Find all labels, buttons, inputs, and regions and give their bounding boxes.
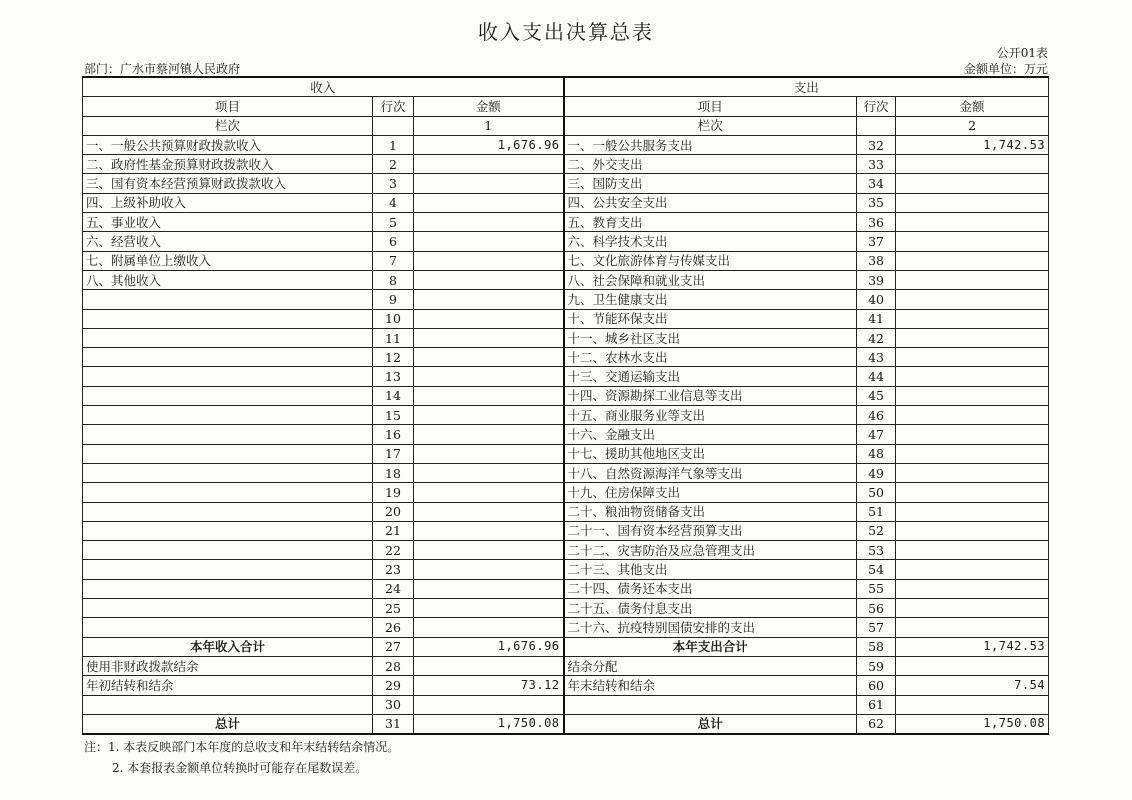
expense-item-cell: 十一、城乡社区支出 bbox=[564, 328, 857, 347]
income-expense-table bbox=[82, 76, 1049, 735]
income-row-no-cell: 19 bbox=[373, 483, 414, 502]
table-row bbox=[83, 425, 1049, 444]
table-row bbox=[83, 483, 1049, 502]
income-item-cell bbox=[83, 483, 373, 502]
expense-item-cell: 结余分配 bbox=[564, 656, 857, 675]
expense-item-cell: 十七、援助其他地区支出 bbox=[564, 444, 857, 463]
income-row-no-cell: 21 bbox=[373, 521, 414, 540]
expense-amount-cell bbox=[896, 328, 1049, 347]
income-row-no-cell: 30 bbox=[373, 695, 414, 714]
expense-item-cell: 二十二、灾害防治及应急管理支出 bbox=[564, 541, 857, 560]
summary-row bbox=[83, 695, 1049, 714]
income-column-blank bbox=[373, 116, 414, 135]
income-row-no-cell: 17 bbox=[373, 444, 414, 463]
expense-row-no-cell: 35 bbox=[857, 193, 896, 212]
expense-amount-cell bbox=[896, 251, 1049, 270]
table-row bbox=[83, 502, 1049, 521]
expense-row-no-cell: 49 bbox=[857, 463, 896, 482]
expense-row-no-cell: 53 bbox=[857, 541, 896, 560]
expense-item-cell: 二、外交支出 bbox=[564, 155, 857, 174]
income-item-cell bbox=[83, 386, 373, 405]
expense-amount-cell bbox=[896, 444, 1049, 463]
expense-amount-cell: 1,742.53 bbox=[896, 135, 1049, 154]
expense-item-cell: 一、一般公共服务支出 bbox=[564, 135, 857, 154]
expense-amount-cell bbox=[896, 193, 1049, 212]
expense-row-no-cell: 54 bbox=[857, 560, 896, 579]
expense-amount-cell bbox=[896, 309, 1049, 328]
expense-item-cell: 三、国防支出 bbox=[564, 174, 857, 193]
income-row-no-cell: 11 bbox=[373, 328, 414, 347]
expense-item-cell: 二十六、抗疫特别国债安排的支出 bbox=[564, 618, 857, 637]
table-row bbox=[83, 463, 1049, 482]
income-column-number: 1 bbox=[414, 116, 564, 135]
expense-amount-cell bbox=[896, 213, 1049, 232]
income-item-cell bbox=[83, 502, 373, 521]
amount-unit-label: 金额单位：万元 bbox=[963, 62, 1048, 76]
expense-row-no-cell: 37 bbox=[857, 232, 896, 251]
income-item-cell: 二、政府性基金预算财政拨款收入 bbox=[83, 155, 373, 174]
table-row bbox=[83, 328, 1049, 347]
income-row-no-cell: 4 bbox=[373, 193, 414, 212]
table-row bbox=[83, 560, 1049, 579]
expense-amount-cell bbox=[896, 599, 1049, 618]
expense-amount-cell bbox=[896, 521, 1049, 540]
table-row bbox=[83, 213, 1049, 232]
income-row-no-cell: 5 bbox=[373, 213, 414, 232]
expense-amount-cell bbox=[896, 348, 1049, 367]
income-item-cell: 年初结转和结余 bbox=[83, 676, 373, 695]
income-item-cell bbox=[83, 695, 373, 714]
income-row-no-cell: 6 bbox=[373, 232, 414, 251]
income-amount-cell bbox=[414, 502, 564, 521]
page-title: 收入支出决算总表 bbox=[478, 20, 654, 44]
expense-amount-cell bbox=[896, 174, 1049, 193]
table-row bbox=[83, 367, 1049, 386]
expense-column-label: 栏次 bbox=[564, 116, 857, 135]
income-item-cell bbox=[83, 560, 373, 579]
expense-row-no-cell: 41 bbox=[857, 309, 896, 328]
expense-amount-cell: 1,750.08 bbox=[896, 714, 1049, 734]
income-item-cell bbox=[83, 521, 373, 540]
table-row bbox=[83, 386, 1049, 405]
income-row-no-cell: 14 bbox=[373, 386, 414, 405]
income-amount-cell bbox=[414, 599, 564, 618]
income-item-cell bbox=[83, 348, 373, 367]
expense-row-no-cell: 52 bbox=[857, 521, 896, 540]
expense-item-header: 项目 bbox=[564, 97, 857, 116]
income-item-cell bbox=[83, 328, 373, 347]
expense-amount-cell bbox=[896, 483, 1049, 502]
expense-row-no-cell: 45 bbox=[857, 386, 896, 405]
expense-item-cell: 四、公共安全支出 bbox=[564, 193, 857, 212]
income-amount-cell bbox=[414, 232, 564, 251]
expense-item-cell: 十九、住房保障支出 bbox=[564, 483, 857, 502]
expense-row-no-cell: 46 bbox=[857, 406, 896, 425]
income-row-no-cell: 8 bbox=[373, 270, 414, 289]
expense-item-cell: 十、节能环保支出 bbox=[564, 309, 857, 328]
table-row bbox=[83, 193, 1049, 212]
income-amount-cell bbox=[414, 425, 564, 444]
expense-item-cell: 十二、农林水支出 bbox=[564, 348, 857, 367]
income-item-cell bbox=[83, 290, 373, 309]
table-row bbox=[83, 579, 1049, 598]
expense-row-no-cell: 47 bbox=[857, 425, 896, 444]
income-amount-cell bbox=[414, 406, 564, 425]
expense-row-no-cell: 42 bbox=[857, 328, 896, 347]
income-row-no-cell: 27 bbox=[373, 637, 414, 656]
section-header-row bbox=[83, 77, 1049, 97]
income-row-no-cell: 23 bbox=[373, 560, 414, 579]
income-item-cell: 总计 bbox=[83, 714, 373, 734]
expense-row-no-cell: 38 bbox=[857, 251, 896, 270]
income-item-cell: 三、国有资本经营预算财政拨款收入 bbox=[83, 174, 373, 193]
income-item-cell bbox=[83, 541, 373, 560]
income-row-no-cell: 7 bbox=[373, 251, 414, 270]
table-row bbox=[83, 521, 1049, 540]
income-amount-cell bbox=[414, 174, 564, 193]
expense-amount-cell bbox=[896, 463, 1049, 482]
income-row-no-cell: 10 bbox=[373, 309, 414, 328]
income-item-cell bbox=[83, 425, 373, 444]
income-item-cell bbox=[83, 406, 373, 425]
expense-amount-cell bbox=[896, 425, 1049, 444]
expense-row-no-cell: 34 bbox=[857, 174, 896, 193]
expense-item-cell: 二十三、其他支出 bbox=[564, 560, 857, 579]
footnotes bbox=[84, 737, 399, 779]
income-row-no-cell: 28 bbox=[373, 656, 414, 675]
expense-amount-cell: 1,742.53 bbox=[896, 637, 1049, 656]
table-row bbox=[83, 232, 1049, 251]
income-amount-cell: 1,676.96 bbox=[414, 637, 564, 656]
income-row-no-cell: 31 bbox=[373, 714, 414, 734]
income-amount-cell bbox=[414, 656, 564, 675]
table-row bbox=[83, 174, 1049, 193]
income-row-no-cell: 22 bbox=[373, 541, 414, 560]
income-amount-cell bbox=[414, 155, 564, 174]
expense-row-no-cell: 32 bbox=[857, 135, 896, 154]
income-row-no-cell: 20 bbox=[373, 502, 414, 521]
income-row-no-cell: 13 bbox=[373, 367, 414, 386]
expense-amount-cell bbox=[896, 502, 1049, 521]
expense-item-cell: 二十四、债务还本支出 bbox=[564, 579, 857, 598]
income-amount-cell bbox=[414, 193, 564, 212]
income-item-cell: 四、上级补助收入 bbox=[83, 193, 373, 212]
expense-amount-cell bbox=[896, 695, 1049, 714]
expense-row-no-cell: 58 bbox=[857, 637, 896, 656]
expense-item-cell: 十八、自然资源海洋气象等支出 bbox=[564, 463, 857, 482]
income-column-label: 栏次 bbox=[83, 116, 373, 135]
expense-row-no-cell: 36 bbox=[857, 213, 896, 232]
income-item-cell: 七、附属单位上缴收入 bbox=[83, 251, 373, 270]
expense-item-cell: 二十、粮油物资储备支出 bbox=[564, 502, 857, 521]
income-amount-cell bbox=[414, 309, 564, 328]
expense-amount-cell: 7.54 bbox=[896, 676, 1049, 695]
table-row bbox=[83, 290, 1049, 309]
income-item-cell bbox=[83, 618, 373, 637]
summary-row bbox=[83, 714, 1049, 734]
expense-row-no-cell: 48 bbox=[857, 444, 896, 463]
expense-item-cell: 十五、商业服务业等支出 bbox=[564, 406, 857, 425]
expense-item-cell: 十六、金融支出 bbox=[564, 425, 857, 444]
expense-row-no-cell: 51 bbox=[857, 502, 896, 521]
expense-row-no-cell: 56 bbox=[857, 599, 896, 618]
expense-column-number: 2 bbox=[896, 116, 1049, 135]
table-row bbox=[83, 270, 1049, 289]
expense-row-no-cell: 60 bbox=[857, 676, 896, 695]
income-row-no-header: 行次 bbox=[373, 97, 414, 116]
table-row bbox=[83, 599, 1049, 618]
expense-amount-cell bbox=[896, 290, 1049, 309]
income-amount-cell bbox=[414, 463, 564, 482]
income-item-cell bbox=[83, 444, 373, 463]
table-row bbox=[83, 618, 1049, 637]
income-amount-cell: 1,676.96 bbox=[414, 135, 564, 154]
income-item-cell: 本年收入合计 bbox=[83, 637, 373, 656]
form-number: 公开01表 bbox=[996, 46, 1048, 60]
expense-item-cell: 总计 bbox=[564, 714, 857, 734]
table-row bbox=[83, 406, 1049, 425]
income-item-header: 项目 bbox=[83, 97, 373, 116]
department-label: 部门：广水市蔡河镇人民政府 bbox=[84, 62, 241, 76]
income-row-no-cell: 12 bbox=[373, 348, 414, 367]
income-item-cell bbox=[83, 579, 373, 598]
income-row-no-cell: 29 bbox=[373, 676, 414, 695]
income-row-no-cell: 9 bbox=[373, 290, 414, 309]
income-item-cell: 五、事业收入 bbox=[83, 213, 373, 232]
income-item-cell: 一、一般公共预算财政拨款收入 bbox=[83, 135, 373, 154]
income-row-no-cell: 16 bbox=[373, 425, 414, 444]
expense-row-no-cell: 62 bbox=[857, 714, 896, 734]
expense-row-no-cell: 44 bbox=[857, 367, 896, 386]
column-header-row bbox=[83, 97, 1049, 116]
table-row bbox=[83, 155, 1049, 174]
expense-item-cell: 五、教育支出 bbox=[564, 213, 857, 232]
expense-item-cell: 二十一、国有资本经营预算支出 bbox=[564, 521, 857, 540]
expense-amount-cell bbox=[896, 232, 1049, 251]
expense-item-cell bbox=[564, 695, 857, 714]
expense-amount-cell bbox=[896, 579, 1049, 598]
footnote-1: 注：1. 本表反映部门本年度的总收支和年末结转结余情况。 bbox=[84, 740, 400, 754]
expense-row-no-cell: 59 bbox=[857, 656, 896, 675]
table-row bbox=[83, 135, 1049, 154]
income-amount-cell bbox=[414, 695, 564, 714]
expense-amount-cell bbox=[896, 560, 1049, 579]
income-amount-cell bbox=[414, 521, 564, 540]
expense-row-no-cell: 57 bbox=[857, 618, 896, 637]
summary-row bbox=[83, 637, 1049, 656]
income-row-no-cell: 3 bbox=[373, 174, 414, 193]
expense-column-blank bbox=[857, 116, 896, 135]
expense-item-cell: 十四、资源勘探工业信息等支出 bbox=[564, 386, 857, 405]
income-item-cell bbox=[83, 599, 373, 618]
income-amount-cell: 1,750.08 bbox=[414, 714, 564, 734]
summary-row bbox=[83, 656, 1049, 675]
income-amount-cell bbox=[414, 560, 564, 579]
income-amount-cell: 73.12 bbox=[414, 676, 564, 695]
expense-amount-cell bbox=[896, 406, 1049, 425]
expense-row-no-cell: 43 bbox=[857, 348, 896, 367]
expense-amount-cell bbox=[896, 155, 1049, 174]
expense-row-no-cell: 40 bbox=[857, 290, 896, 309]
income-amount-cell bbox=[414, 290, 564, 309]
expense-section-header: 支出 bbox=[564, 77, 1049, 97]
income-amount-cell bbox=[414, 270, 564, 289]
income-item-cell bbox=[83, 463, 373, 482]
income-item-cell bbox=[83, 367, 373, 386]
income-row-no-cell: 1 bbox=[373, 135, 414, 154]
expense-row-no-cell: 61 bbox=[857, 695, 896, 714]
income-item-cell bbox=[83, 309, 373, 328]
expense-amount-cell bbox=[896, 270, 1049, 289]
income-amount-cell bbox=[414, 541, 564, 560]
summary-row bbox=[83, 676, 1049, 695]
expense-item-cell: 年末结转和结余 bbox=[564, 676, 857, 695]
table-row bbox=[83, 444, 1049, 463]
table-row bbox=[83, 541, 1049, 560]
income-amount-cell bbox=[414, 444, 564, 463]
expense-row-no-header: 行次 bbox=[857, 97, 896, 116]
income-row-no-cell: 24 bbox=[373, 579, 414, 598]
expense-amount-cell bbox=[896, 541, 1049, 560]
income-amount-cell bbox=[414, 328, 564, 347]
income-item-cell: 六、经营收入 bbox=[83, 232, 373, 251]
expense-item-cell: 二十五、债务付息支出 bbox=[564, 599, 857, 618]
expense-amount-cell bbox=[896, 386, 1049, 405]
table-row bbox=[83, 309, 1049, 328]
table-row bbox=[83, 251, 1049, 270]
income-amount-cell bbox=[414, 386, 564, 405]
expense-item-cell: 六、科学技术支出 bbox=[564, 232, 857, 251]
income-section-header: 收入 bbox=[83, 77, 564, 97]
expense-row-no-cell: 50 bbox=[857, 483, 896, 502]
expense-item-cell: 九、卫生健康支出 bbox=[564, 290, 857, 309]
table-row bbox=[83, 348, 1049, 367]
income-row-no-cell: 25 bbox=[373, 599, 414, 618]
expense-amount-header: 金额 bbox=[896, 97, 1049, 116]
income-amount-cell bbox=[414, 483, 564, 502]
column-index-row bbox=[83, 116, 1049, 135]
income-row-no-cell: 18 bbox=[373, 463, 414, 482]
income-item-cell: 八、其他收入 bbox=[83, 270, 373, 289]
expense-row-no-cell: 33 bbox=[857, 155, 896, 174]
income-amount-cell bbox=[414, 348, 564, 367]
income-amount-cell bbox=[414, 213, 564, 232]
income-item-cell: 使用非财政拨款结余 bbox=[83, 656, 373, 675]
income-row-no-cell: 26 bbox=[373, 618, 414, 637]
income-amount-cell bbox=[414, 367, 564, 386]
expense-item-cell: 十三、交通运输支出 bbox=[564, 367, 857, 386]
expense-amount-cell bbox=[896, 656, 1049, 675]
income-amount-cell bbox=[414, 251, 564, 270]
expense-row-no-cell: 55 bbox=[857, 579, 896, 598]
expense-amount-cell bbox=[896, 367, 1049, 386]
income-amount-cell bbox=[414, 618, 564, 637]
income-amount-cell bbox=[414, 579, 564, 598]
income-row-no-cell: 2 bbox=[373, 155, 414, 174]
expense-item-cell: 八、社会保障和就业支出 bbox=[564, 270, 857, 289]
expense-amount-cell bbox=[896, 618, 1049, 637]
income-amount-header: 金额 bbox=[414, 97, 564, 116]
expense-row-no-cell: 39 bbox=[857, 270, 896, 289]
income-row-no-cell: 15 bbox=[373, 406, 414, 425]
footnote-2: 2. 本套报表金额单位转换时可能存在尾数误差。 bbox=[112, 761, 368, 775]
expense-item-cell: 七、文化旅游体育与传媒支出 bbox=[564, 251, 857, 270]
expense-item-cell: 本年支出合计 bbox=[564, 637, 857, 656]
